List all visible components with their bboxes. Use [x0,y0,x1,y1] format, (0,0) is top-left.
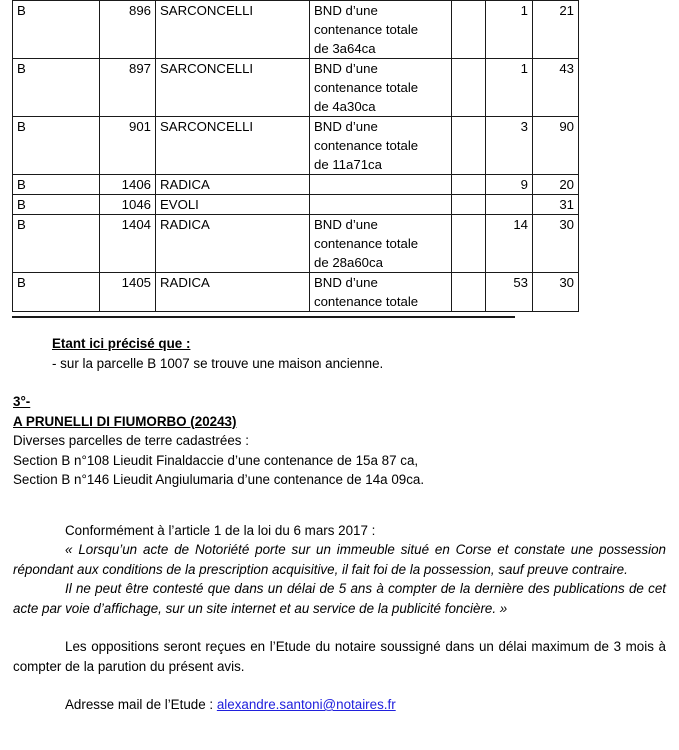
description-line: BND d’une [314,217,378,232]
cell-number: 901 [100,117,156,175]
cell-value2: 90 [533,117,579,175]
cell-description [310,59,452,117]
cell-section: B [13,215,100,273]
conformity-quote-paragraph-1: « Lorsqu’un acte de Notoriété porte sur un immeuble situé en Corse et constate une possession répondant aux conditions de la prescription acquisitive, il fait foi de la possession, sauf preuve contraire. [13,542,666,577]
description-line: de 4a30ca [314,99,376,114]
cell-number: 1405 [100,273,156,312]
cell-owner: EVOLI [156,195,310,215]
cell-value1: 3 [486,117,533,175]
cell-owner: RADICA [156,215,310,273]
parcel-table-body [13,1,579,312]
table-row [13,273,579,312]
section-number-line [13,392,666,412]
parcel-table-container [12,0,574,312]
cell-value1: 53 [486,273,533,312]
cell-section: B [13,1,100,59]
mail-label: Adresse mail de l’Etude : [65,697,217,712]
cell-description [310,273,452,312]
cell-value1 [486,195,533,215]
parcel-table [12,0,579,312]
cell-value1: 1 [486,59,533,117]
table-row [13,215,579,273]
description-line: BND d’une [314,3,378,18]
cell-description [310,117,452,175]
cell-section: B [13,117,100,175]
conformity-block [13,521,666,619]
cell-blank [452,195,486,215]
section-intro: Diverses parcelles de terre cadastrées : [13,433,249,448]
description-line: contenance totale [314,236,419,251]
precision-item: - sur la parcelle B 1007 se trouve une maison ancienne. [52,355,384,371]
table-row [13,1,579,59]
cell-description [310,1,452,59]
table-row [13,117,579,175]
description-line: BND d’une [314,119,378,134]
description-line: de 11a71ca [314,157,382,172]
section-block [13,392,666,490]
description-line: contenance totale [314,138,419,153]
cell-value2: 20 [533,175,579,195]
cell-owner: SARCONCELLI [156,117,310,175]
conformity-quote-paragraph-2: Il ne peut être contesté que dans un délai de 5 ans à compter de la dernière des publications de cet acte par voie d’affichage, sur un site internet et au service de la publicité foncière. » [13,581,666,616]
table-bottom-rule [12,316,515,318]
table-row [13,59,579,117]
cell-value1: 9 [486,175,533,195]
conformity-intro: Conformément à l’article 1 de la loi du 6 mars 2017 : [65,522,376,538]
table-row [13,195,579,215]
oppositions-block [13,637,666,676]
description-line: de 3a64ca [314,41,376,56]
table-row [13,175,579,195]
section-title: A PRUNELLI DI FIUMORBO (20243) [13,413,237,429]
mail-link[interactable]: alexandre.santoni@notaires.fr [216,697,396,712]
oppositions-text: Les oppositions seront reçues en l’Etude du notaire soussigné dans un délai maximum de 3 mois à compter de la parution du présent avis. [13,639,666,674]
document-body [13,330,666,715]
cell-description [310,215,452,273]
description-line: BND d’une [314,61,378,76]
cell-value1: 1 [486,1,533,59]
cell-value2: 43 [533,59,579,117]
cell-owner: RADICA [156,175,310,195]
cell-value2: 30 [533,273,579,312]
cell-section: B [13,273,100,312]
section-number: 3°- [13,394,31,409]
precision-heading-line [13,334,666,354]
description-line: BND d’une [314,275,378,290]
cell-number: 1404 [100,215,156,273]
cell-value2: 31 [533,195,579,215]
cell-blank [452,59,486,117]
section-title-line [13,412,666,432]
cell-owner: RADICA [156,273,310,312]
cell-description [310,195,452,215]
cell-blank [452,273,486,312]
section-parcel-line-1: Section B n°108 Lieudit Finaldaccie d’une contenance de 15a 87 ca, [13,452,419,468]
description-line: de 28a60ca [314,255,383,270]
cell-description [310,175,452,195]
cell-owner: SARCONCELLI [156,1,310,59]
section-parcel-line-2: Section B n°146 Lieudit Angiulumaria d’une contenance de 14a 09ca. [13,472,425,487]
precision-heading: Etant ici précisé que : [52,336,191,351]
cell-value1: 14 [486,215,533,273]
cell-value2: 21 [533,1,579,59]
cell-section: B [13,59,100,117]
cell-section: B [13,195,100,215]
cell-blank [452,1,486,59]
cell-number: 897 [100,59,156,117]
cell-section: B [13,175,100,195]
cell-owner: SARCONCELLI [156,59,310,117]
precision-block [13,334,666,373]
cell-blank [452,117,486,175]
description-line: contenance totale [314,294,419,309]
cell-number: 1406 [100,175,156,195]
cell-number: 896 [100,1,156,59]
mail-block [13,695,666,715]
description-line: contenance totale [314,80,419,95]
description-line: contenance totale [314,22,419,37]
cell-value2: 30 [533,215,579,273]
cell-blank [452,215,486,273]
cell-blank [452,175,486,195]
cell-number: 1046 [100,195,156,215]
